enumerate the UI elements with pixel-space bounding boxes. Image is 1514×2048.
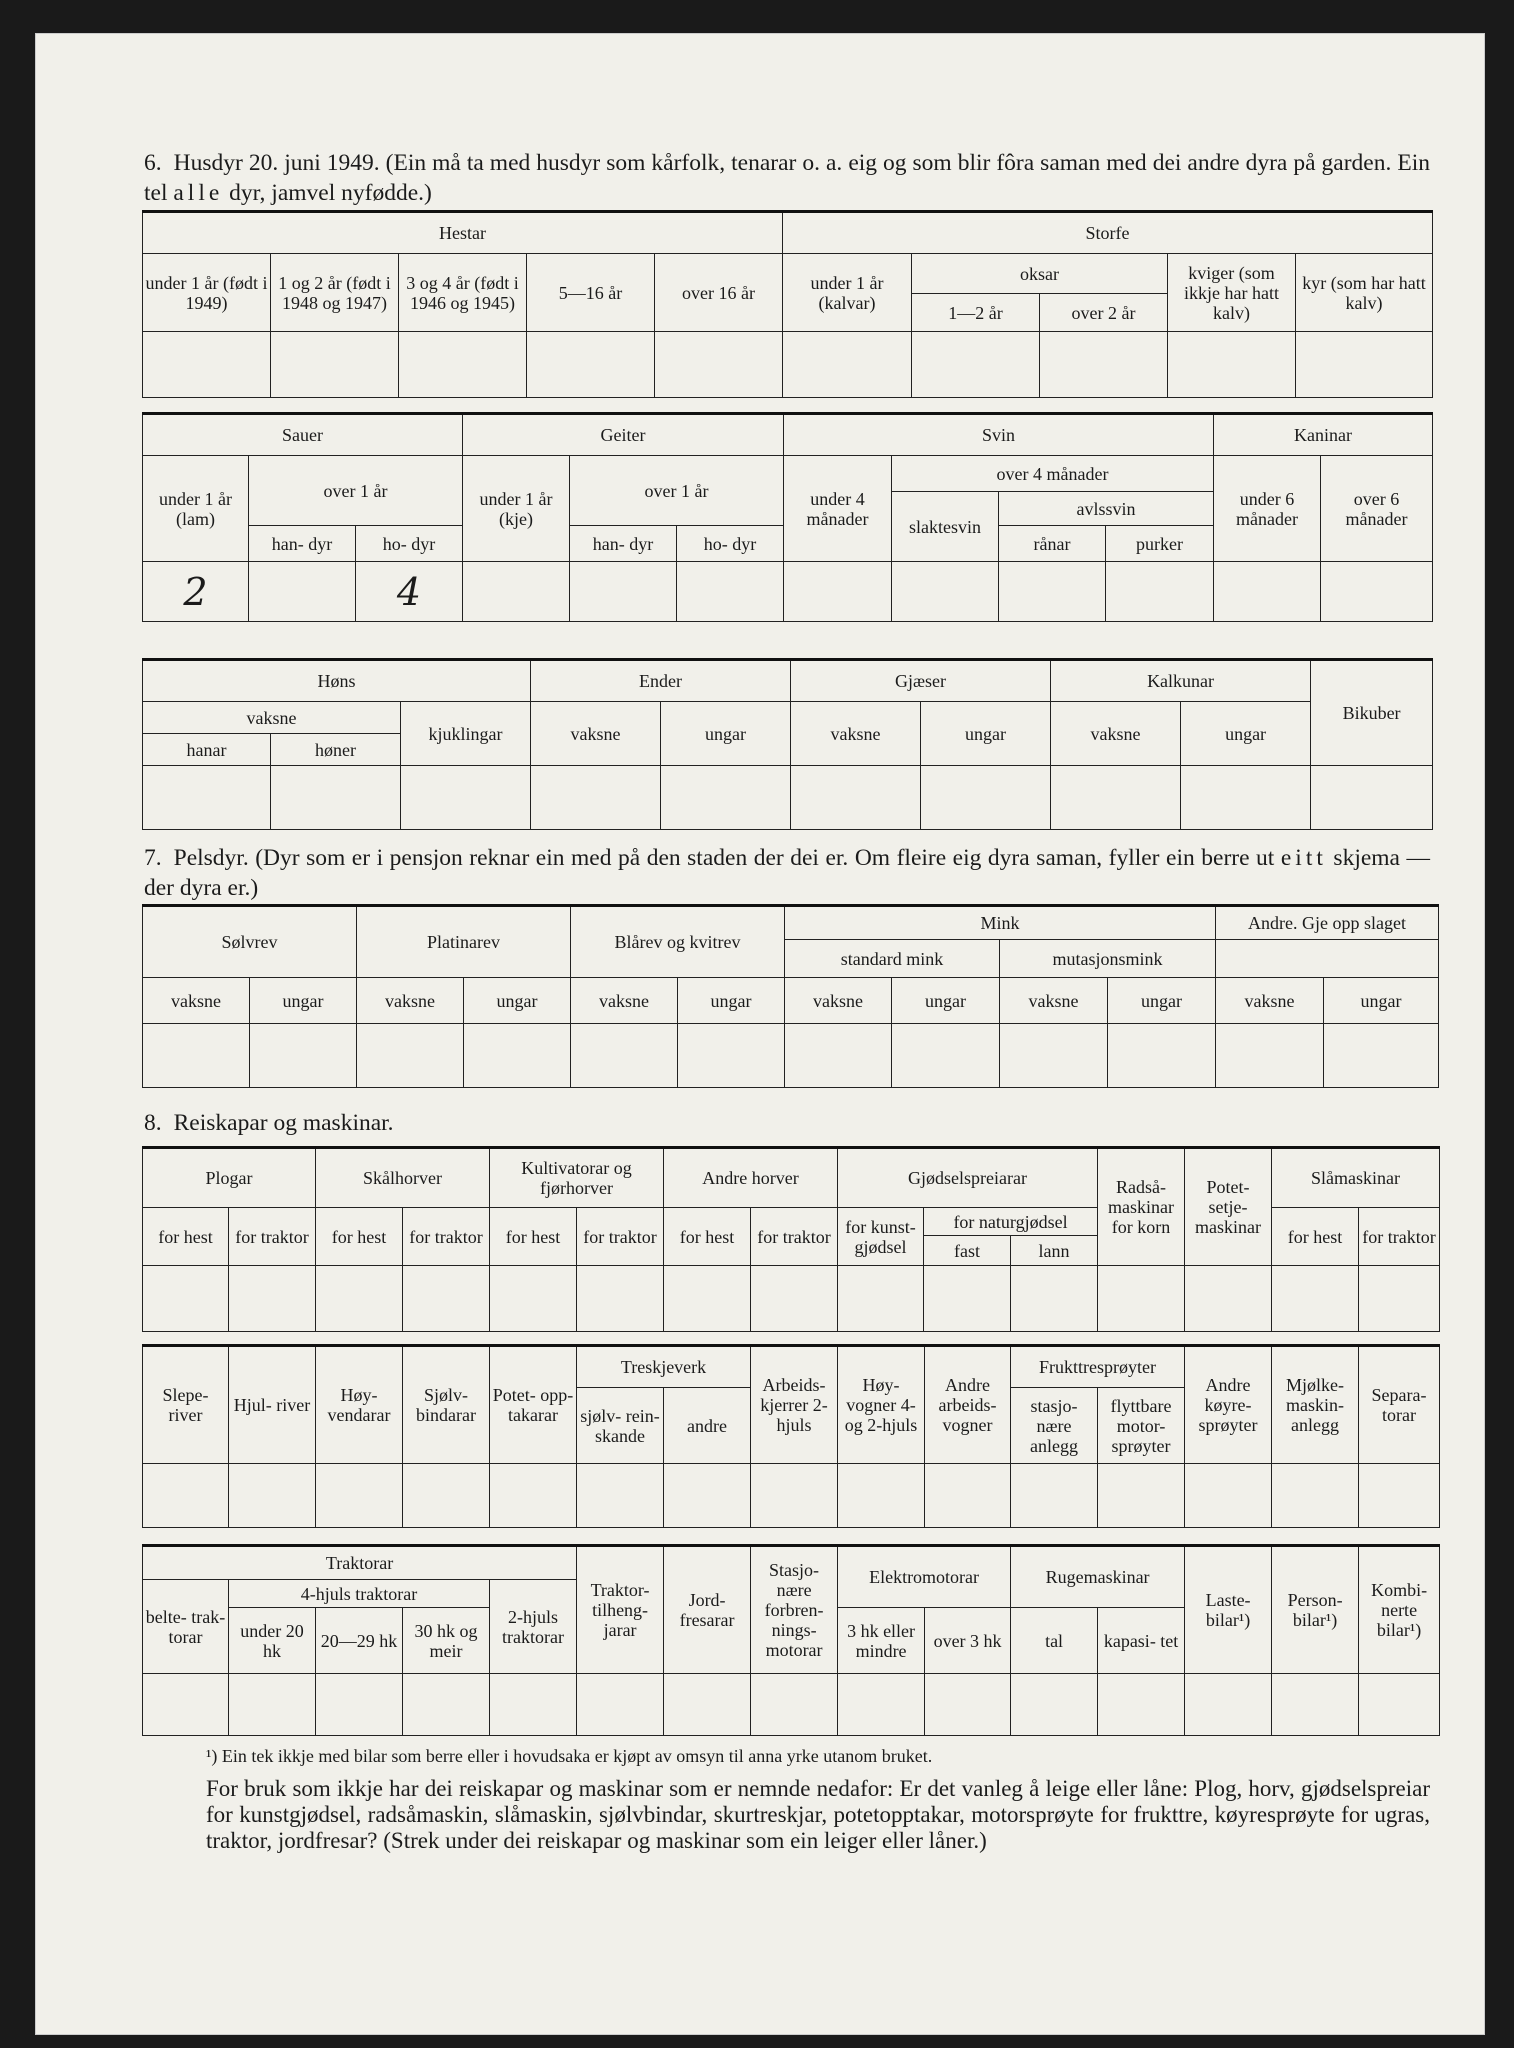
col-sjolvreinskande: sjølv- rein- skande: [577, 1388, 664, 1464]
input-cell[interactable]: [1011, 1464, 1098, 1528]
input-cell[interactable]: [229, 1674, 316, 1736]
input-cell[interactable]: [1185, 1674, 1272, 1736]
col-kapasitet: kapasi- tet: [1098, 1608, 1185, 1674]
input-cell[interactable]: [143, 1024, 250, 1088]
input-cell[interactable]: [1000, 1024, 1108, 1088]
reiskapar-table-2: [142, 1344, 1440, 1528]
mink-header: Mink: [785, 906, 1216, 940]
handwritten-lam-count[interactable]: 2: [143, 562, 249, 622]
col-2-hjuls-traktorar: 2-hjuls traktorar: [490, 1580, 577, 1674]
slamaskinar-header: Slåmaskinar: [1272, 1148, 1440, 1208]
input-cell[interactable]: [1216, 1024, 1324, 1088]
col-30-hk-og-meir: 30 hk og meir: [403, 1608, 490, 1674]
hestar-col-5-16: 5—16 år: [527, 254, 655, 332]
input-cell[interactable]: [271, 766, 401, 830]
svin-col-purker: purker: [1106, 526, 1214, 562]
jordfresarar-header: Jord- fresarar: [664, 1546, 751, 1674]
input-cell[interactable]: [1321, 562, 1433, 622]
hestar-col-3og4: 3 og 4 år (født i 1946 og 1945): [399, 254, 527, 332]
gjaser-col-vaksne: vaksne: [791, 702, 921, 766]
input-cell[interactable]: [925, 1674, 1011, 1736]
kalkunar-header: Kalkunar: [1051, 660, 1311, 702]
input-cell[interactable]: [678, 1024, 785, 1088]
section-text: Pelsdyr. (Dyr som er i pensjon reknar ein med på den staden der dei er. Om fleire eig dyra saman, fyller ein berre ut: [173, 845, 1275, 871]
sauer-geiter-svin-table: [142, 412, 1433, 622]
input-cell[interactable]: [463, 562, 570, 622]
kaninar-header: Kaninar: [1214, 414, 1433, 456]
section-7-heading: [144, 843, 1430, 903]
svin-col-ranar: rånar: [999, 526, 1106, 562]
input-cell[interactable]: [229, 1464, 316, 1528]
input-cell[interactable]: [316, 1674, 403, 1736]
col-stasjonaere-anlegg: stasjo- nære anlegg: [1011, 1388, 1098, 1464]
geiter-header: Geiter: [463, 414, 784, 456]
svin-header: Svin: [784, 414, 1214, 456]
input-cell[interactable]: [661, 766, 791, 830]
col-beltetraktorar: belte- trak- torar: [143, 1580, 229, 1674]
col-vaksne: vaksne: [1000, 978, 1108, 1024]
col-fast: fast: [924, 1236, 1011, 1266]
col-vaksne: vaksne: [571, 978, 678, 1024]
bikuber-header: Bikuber: [1311, 660, 1433, 766]
hons-header: Høns: [143, 660, 531, 702]
input-cell[interactable]: [1098, 1674, 1185, 1736]
kaninar-col-under6: under 6 månader: [1214, 456, 1321, 562]
geiter-col-hodyr: ho- dyr: [677, 526, 784, 562]
sauer-col-hodyr: ho- dyr: [356, 526, 463, 562]
frukttresproyter-header: Frukttresprøyter: [1011, 1346, 1185, 1388]
section-emphasis: eitt: [1280, 845, 1327, 871]
col-andre: andre: [664, 1388, 751, 1464]
col-tal: tal: [1011, 1608, 1098, 1674]
input-cell[interactable]: [143, 1674, 229, 1736]
section-text: Husdyr 20. juni 1949. (Ein må ta med husdyr som kårfolk, tenarar o. a. eig og som blir fôra saman med dei andre dyra på garden. Ein tel: [144, 150, 1430, 206]
col-lann: lann: [1011, 1236, 1098, 1266]
storfe-col-kviger: kviger (som ikkje har hatt kalv): [1168, 254, 1296, 332]
col-vaksne: vaksne: [143, 978, 250, 1024]
andre-pelsdyr-blank[interactable]: [1216, 940, 1439, 978]
hestar-col-under1: under 1 år (født i 1949): [143, 254, 271, 332]
col-under-20-hk: under 20 hk: [229, 1608, 316, 1674]
ender-col-vaksne: vaksne: [531, 702, 661, 766]
potetopptakarar-header: Potet- opp- takarar: [490, 1346, 577, 1464]
section-number: 6.: [144, 150, 162, 176]
col-flyttbare-motorsproyter: flyttbare motor- sprøyter: [1098, 1388, 1185, 1464]
storfe-col-kalvar: under 1 år (kalvar): [783, 254, 912, 332]
input-cell[interactable]: [664, 1464, 751, 1528]
col-for-hest: for hest: [316, 1208, 403, 1266]
mjolkemaskinanlegg-header: Mjølke- maskin- anlegg: [1272, 1346, 1359, 1464]
input-cell[interactable]: [924, 1266, 1011, 1332]
storfe-header: Storfe: [783, 212, 1433, 254]
col-vaksne: vaksne: [1216, 978, 1324, 1024]
input-cell[interactable]: [1272, 1674, 1359, 1736]
input-cell[interactable]: [1051, 766, 1181, 830]
col-vaksne: vaksne: [357, 978, 464, 1024]
svin-col-under4: under 4 månader: [784, 456, 892, 562]
input-cell[interactable]: [249, 562, 356, 622]
input-cell[interactable]: [143, 1266, 229, 1332]
input-cell[interactable]: [570, 562, 677, 622]
treskjeverk-header: Treskjeverk: [577, 1346, 751, 1388]
hestar-header: Hestar: [143, 212, 783, 254]
col-ungar: ungar: [892, 978, 1000, 1024]
input-cell[interactable]: [490, 1464, 577, 1528]
input-cell[interactable]: [577, 1464, 664, 1528]
col-ungar: ungar: [1108, 978, 1216, 1024]
hons-col-kjuklingar: kjuklingar: [401, 702, 531, 766]
svin-col-over4: over 4 månader: [892, 456, 1214, 492]
andre-arbeidsvogner-header: Andre arbeids- vogner: [925, 1346, 1011, 1464]
input-cell[interactable]: [751, 1266, 838, 1332]
input-cell[interactable]: [490, 1674, 577, 1736]
col-ungar: ungar: [678, 978, 785, 1024]
hestar-storfe-table: [142, 210, 1433, 398]
input-cell[interactable]: [783, 332, 912, 398]
svin-col-slaktesvin: slaktesvin: [892, 492, 999, 562]
input-cell[interactable]: [1359, 1674, 1440, 1736]
kaninar-col-over6: over 6 månader: [1321, 456, 1433, 562]
geiter-col-over1: over 1 år: [570, 456, 784, 526]
input-cell[interactable]: [1359, 1464, 1440, 1528]
reiskapar-table-1: [142, 1146, 1440, 1332]
input-cell[interactable]: [143, 332, 271, 398]
traktortilhengjarar-header: Traktor- tilheng- jarar: [577, 1546, 664, 1674]
sjolvbindarar-header: Sjølv- bindarar: [403, 1346, 490, 1464]
input-cell[interactable]: [316, 1464, 403, 1528]
input-cell[interactable]: [838, 1674, 925, 1736]
geiter-col-kje: under 1 år (kje): [463, 456, 570, 562]
col-3-hk-eller-mindre: 3 hk eller mindre: [838, 1608, 925, 1674]
input-cell[interactable]: [403, 1464, 490, 1528]
reiskapar-table-3: [142, 1544, 1440, 1736]
separatorar-header: Separa- torar: [1359, 1346, 1440, 1464]
potetsetjemaskinar-header: Potet- setje- maskinar: [1185, 1148, 1272, 1266]
sauer-col-over1: over 1 år: [249, 456, 463, 526]
radsamaskinar-header: Radså- maskinar for korn: [1098, 1148, 1185, 1266]
andre-pelsdyr-header: Andre. Gje opp slaget: [1216, 906, 1439, 940]
section-number: 8.: [144, 1110, 162, 1136]
pelsdyr-table: [142, 904, 1439, 1088]
section-text-2: dyr, jamvel nyfødde.): [229, 180, 432, 206]
col-4-hjuls-traktorar: 4-hjuls traktorar: [229, 1580, 490, 1608]
input-cell[interactable]: [1181, 766, 1311, 830]
input-cell[interactable]: [1098, 1266, 1185, 1332]
input-cell[interactable]: [357, 1024, 464, 1088]
solvrev-header: Sølvrev: [143, 906, 357, 978]
input-cell[interactable]: [999, 562, 1106, 622]
input-cell[interactable]: [925, 1464, 1011, 1528]
input-cell[interactable]: [785, 1024, 892, 1088]
section-text-2: skjema — der dyra er.): [144, 845, 1431, 901]
col-for-naturgjodsel: for naturgjødsel: [924, 1208, 1098, 1236]
input-cell[interactable]: [751, 1674, 838, 1736]
hoyvendarar-header: Høy- vendarar: [316, 1346, 403, 1464]
input-cell[interactable]: [271, 332, 399, 398]
input-cell[interactable]: [892, 1024, 1000, 1088]
handwritten-hodyr-count[interactable]: 4: [356, 562, 463, 622]
storfe-col-oksar-1-2: 1—2 år: [912, 294, 1040, 332]
input-cell[interactable]: [892, 562, 999, 622]
input-cell[interactable]: [1185, 1266, 1272, 1332]
andre-horver-header: Andre horver: [664, 1148, 838, 1208]
input-cell[interactable]: [1040, 332, 1168, 398]
input-cell[interactable]: [464, 1024, 571, 1088]
input-cell[interactable]: [921, 766, 1051, 830]
input-cell[interactable]: [784, 562, 892, 622]
traktorar-header: Traktorar: [143, 1546, 577, 1580]
input-cell[interactable]: [1272, 1266, 1359, 1332]
input-cell[interactable]: [838, 1266, 924, 1332]
col-over-3-hk: over 3 hk: [925, 1608, 1011, 1674]
section-text: Reiskapar og maskinar.: [173, 1110, 394, 1136]
arbeidskjerrer-header: Arbeids- kjerrer 2-hjuls: [751, 1346, 838, 1464]
hestar-col-over16: over 16 år: [655, 254, 783, 332]
storfe-col-oksar-over2: over 2 år: [1040, 294, 1168, 332]
input-cell[interactable]: [1098, 1464, 1185, 1528]
storfe-col-kyr: kyr (som har hatt kalv): [1296, 254, 1433, 332]
sleperiver-header: Slepe- river: [143, 1346, 229, 1464]
col-for-kunstgjodsel: for kunst- gjødsel: [838, 1208, 924, 1266]
sauer-col-handyr: han- dyr: [249, 526, 356, 562]
kombinerte-bilar-header: Kombi- nerte bilar¹): [1359, 1546, 1440, 1674]
input-cell[interactable]: [1214, 562, 1321, 622]
input-cell[interactable]: [791, 766, 921, 830]
col-for-traktor: for traktor: [229, 1208, 316, 1266]
gjaser-col-ungar: ungar: [921, 702, 1051, 766]
hjulriver-header: Hjul- river: [229, 1346, 316, 1464]
input-cell[interactable]: [677, 562, 784, 622]
col-for-traktor: for traktor: [577, 1208, 664, 1266]
input-cell[interactable]: [1011, 1266, 1098, 1332]
input-cell[interactable]: [229, 1266, 316, 1332]
ender-header: Ender: [531, 660, 791, 702]
section-emphasis: alle: [173, 180, 224, 206]
kalkunar-col-vaksne: vaksne: [1051, 702, 1181, 766]
col-for-hest: for hest: [143, 1208, 229, 1266]
gjodselspreiarar-header: Gjødselspreiarar: [838, 1148, 1098, 1208]
gjaser-header: Gjæser: [791, 660, 1051, 702]
hons-col-vaksne: vaksne: [143, 702, 401, 734]
input-cell[interactable]: [1296, 332, 1433, 398]
col-for-hest: for hest: [664, 1208, 751, 1266]
col-vaksne: vaksne: [785, 978, 892, 1024]
col-ungar: ungar: [464, 978, 571, 1024]
elektromotorar-header: Elektromotorar: [838, 1546, 1011, 1608]
closing-paragraph: For bruk som ikkje har dei reiskapar og maskinar som er nemnde nedafor: Er det vanleg å leige eller låne: Plog, horv, gjødselspreiar for kunstgjødsel, radsåmaskin, slåmaskin, sjølvbindar, skurtreskjar, potetopptakar, motorsprøyte for frukttre, køyresprøyte for ugras, traktor, jordfresar? (Strek under dei reiskapar og maskinar som ein leiger eller låner.): [206, 1776, 1430, 1853]
storfe-col-oksar: oksar: [912, 254, 1168, 294]
hons-col-honer: høner: [271, 734, 401, 766]
footnote: ¹) Ein tek ikkje med bilar som berre eller i hovudsaka er kjøpt av omsyn til anna yrke utanom bruket.: [206, 1746, 933, 1766]
input-cell[interactable]: [577, 1674, 664, 1736]
fjorfe-table: [142, 658, 1433, 830]
input-cell[interactable]: [838, 1464, 925, 1528]
sauer-header: Sauer: [143, 414, 463, 456]
mink-col-mutasjon: mutasjonsmink: [1000, 940, 1216, 978]
mink-col-standard: standard mink: [785, 940, 1000, 978]
input-cell[interactable]: [250, 1024, 357, 1088]
hoyvogner-header: Høy- vogner 4- og 2-hjuls: [838, 1346, 925, 1464]
col-for-hest: for hest: [1272, 1208, 1359, 1266]
input-cell[interactable]: [912, 332, 1040, 398]
col-ungar: ungar: [1324, 978, 1439, 1024]
hestar-col-1og2: 1 og 2 år (født i 1948 og 1947): [271, 254, 399, 332]
input-cell[interactable]: [143, 1464, 229, 1528]
lastebilar-header: Laste- bilar¹): [1185, 1546, 1272, 1674]
kultivatorar-header: Kultivatorar og fjørhorver: [490, 1148, 664, 1208]
col-for-traktor: for traktor: [751, 1208, 838, 1266]
input-cell[interactable]: [1359, 1266, 1440, 1332]
andre-koyresproyter-header: Andre køyre- sprøyter: [1185, 1346, 1272, 1464]
rugemaskinar-header: Rugemaskinar: [1011, 1546, 1185, 1608]
hons-col-hanar: hanar: [143, 734, 271, 766]
input-cell[interactable]: [1108, 1024, 1216, 1088]
input-cell[interactable]: [664, 1674, 751, 1736]
input-cell[interactable]: [1311, 766, 1433, 830]
platinarev-header: Platinarev: [357, 906, 571, 978]
input-cell[interactable]: [1272, 1464, 1359, 1528]
input-cell[interactable]: [751, 1464, 838, 1528]
input-cell[interactable]: [316, 1266, 403, 1332]
blarev-header: Blårev og kvitrev: [571, 906, 785, 978]
ender-col-ungar: ungar: [661, 702, 791, 766]
input-cell[interactable]: [664, 1266, 751, 1332]
input-cell[interactable]: [1168, 332, 1296, 398]
input-cell[interactable]: [655, 332, 783, 398]
sauer-col-lam: under 1 år (lam): [143, 456, 249, 562]
col-for-traktor: for traktor: [1359, 1208, 1440, 1266]
col-ungar: ungar: [250, 978, 357, 1024]
personbilar-header: Person- bilar¹): [1272, 1546, 1359, 1674]
input-cell[interactable]: [1011, 1674, 1098, 1736]
input-cell[interactable]: [1106, 562, 1214, 622]
plogar-header: Plogar: [143, 1148, 316, 1208]
input-cell[interactable]: [577, 1266, 664, 1332]
input-cell[interactable]: [527, 332, 655, 398]
col-20-29-hk: 20—29 hk: [316, 1608, 403, 1674]
input-cell[interactable]: [403, 1674, 490, 1736]
input-cell[interactable]: [401, 766, 531, 830]
input-cell[interactable]: [531, 766, 661, 830]
input-cell[interactable]: [143, 766, 271, 830]
col-for-hest: for hest: [490, 1208, 577, 1266]
kalkunar-col-ungar: ungar: [1181, 702, 1311, 766]
input-cell[interactable]: [1185, 1464, 1272, 1528]
svin-col-avlssvin: avlssvin: [999, 492, 1214, 526]
section-8-heading: [144, 1108, 1430, 1138]
geiter-col-handyr: han- dyr: [570, 526, 677, 562]
skalhorver-header: Skålhorver: [316, 1148, 490, 1208]
input-cell[interactable]: [1324, 1024, 1439, 1088]
section-number: 7.: [144, 845, 162, 871]
input-cell[interactable]: [571, 1024, 678, 1088]
stasjonaere-motorar-header: Stasjo- nære forbren- nings- motorar: [751, 1546, 838, 1674]
input-cell[interactable]: [399, 332, 527, 398]
input-cell[interactable]: [403, 1266, 490, 1332]
col-for-traktor: for traktor: [403, 1208, 490, 1266]
input-cell[interactable]: [490, 1266, 577, 1332]
section-6-heading: [144, 148, 1430, 208]
